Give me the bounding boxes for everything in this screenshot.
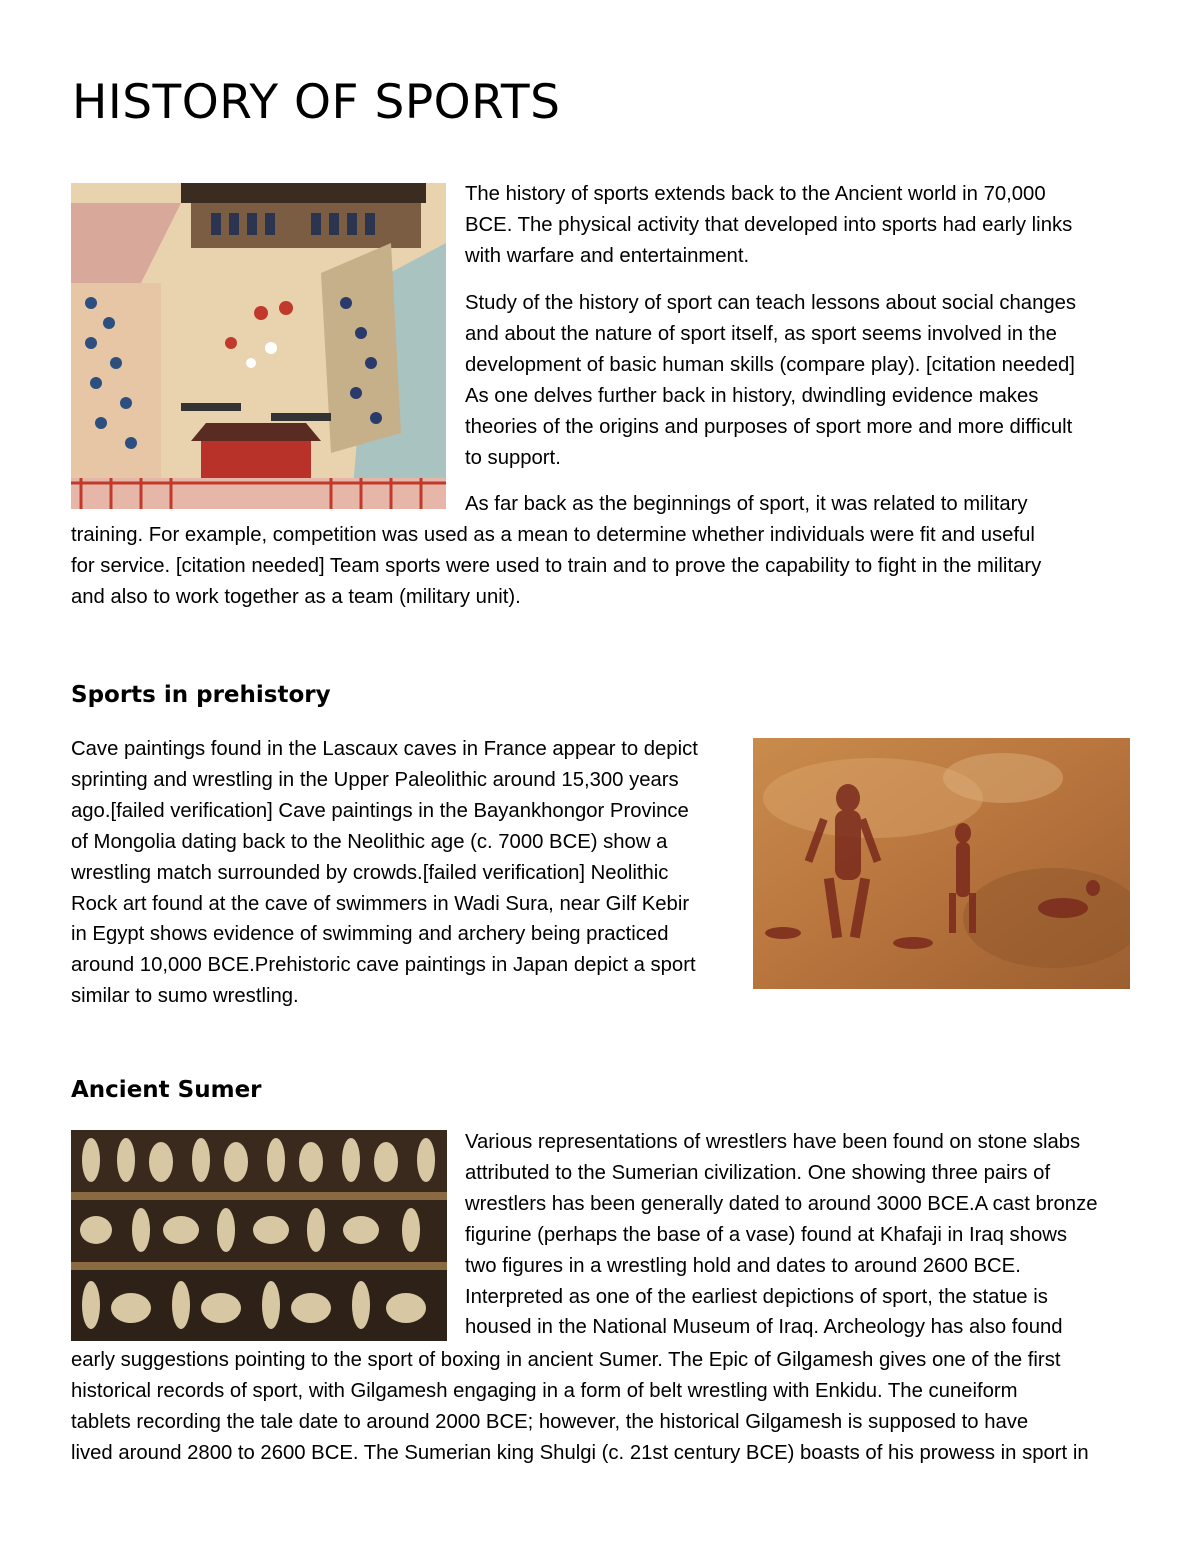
standard-of-ur-image xyxy=(71,1130,447,1341)
sumer-paragraph-full: early suggestions pointing to the sport of boxing in ancient Sumer. The Epic of Gilgamesh gives one of the first historical records of sport, with Gilgamesh engaging in a form of belt wrestling with Enkidu. The cuneiform tablets recording the tale date to around 2000 BCE; however, the historical Gilgamesh is supposed to have lived around 2800 to 2600 BCE. The Sumerian king Shulgi (c. 21st century BCE) boasts of his prowess in sport in xyxy=(71,1349,1089,1464)
intro-paragraph-1: The history of sports extends back to the Ancient world in 70,000 BCE. The physical activity that developed into sports had early links with warfare and entertainment. xyxy=(465,183,1073,267)
page-title: HISTORY OF SPORTS xyxy=(72,75,561,130)
intro-paragraph-3: training. For example, competition was used as a mean to determine whether individuals were fit and useful for service. [citation needed] Team sports were used to train and to prove the capability to fight in the military and also to work together as a team (military unit). xyxy=(71,524,1042,608)
intro-paragraph-2: Study of the history of sport can teach lessons about social changes and about the nature of sport itself, as sport seems involved in the development of basic human skills (compare play). [citation needed] As one delves further back in history, dwindling evidence makes theories of the origins and purposes of sport more and more difficult to support. xyxy=(465,292,1077,469)
japanese-archery-painting-image xyxy=(71,183,446,509)
prehistory-paragraph: Cave paintings found in the Lascaux caves in France appear to depict sprinting and wrestling in the Upper Paleolithic around 15,300 years ago.[failed verification] Cave paintings in the Bayankhongor Province of Mongolia dating back to the Neolithic age (c. 7000 BCE) show a wrestling match surrounded by crowds.[failed verification] Neolithic Rock art found at the cave of swimmers in Wadi Sura, near Gilf Kebir in Egypt shows evidence of swimming and archery being practiced around 10,000 BCE.Prehistoric cave paintings in Japan depict a sport similar to sumo wrestling. xyxy=(71,738,698,1008)
cave-painting-image xyxy=(753,738,1130,989)
intro-paragraph-3-first-line: As far back as the beginnings of sport, it was related to military xyxy=(465,493,1028,515)
section-heading-sumer: Ancient Sumer xyxy=(71,1077,262,1103)
sumer-paragraph-wrapped: Various representations of wrestlers have been found on stone slabs attributed to the Sumerian civilization. One showing three pairs of wrestlers has been generally dated to around 3000 BCE.A cast bronze figurine (perhaps the base of a vase) found at Khafaji in Iraq shows two figures in a wrestling hold and dates to around 2600 BCE. Interpreted as one of the earliest depictions of sport, the statue is housed in the National Museum of Iraq. Archeology has also found xyxy=(465,1131,1098,1339)
section-heading-prehistory: Sports in prehistory xyxy=(71,682,331,708)
